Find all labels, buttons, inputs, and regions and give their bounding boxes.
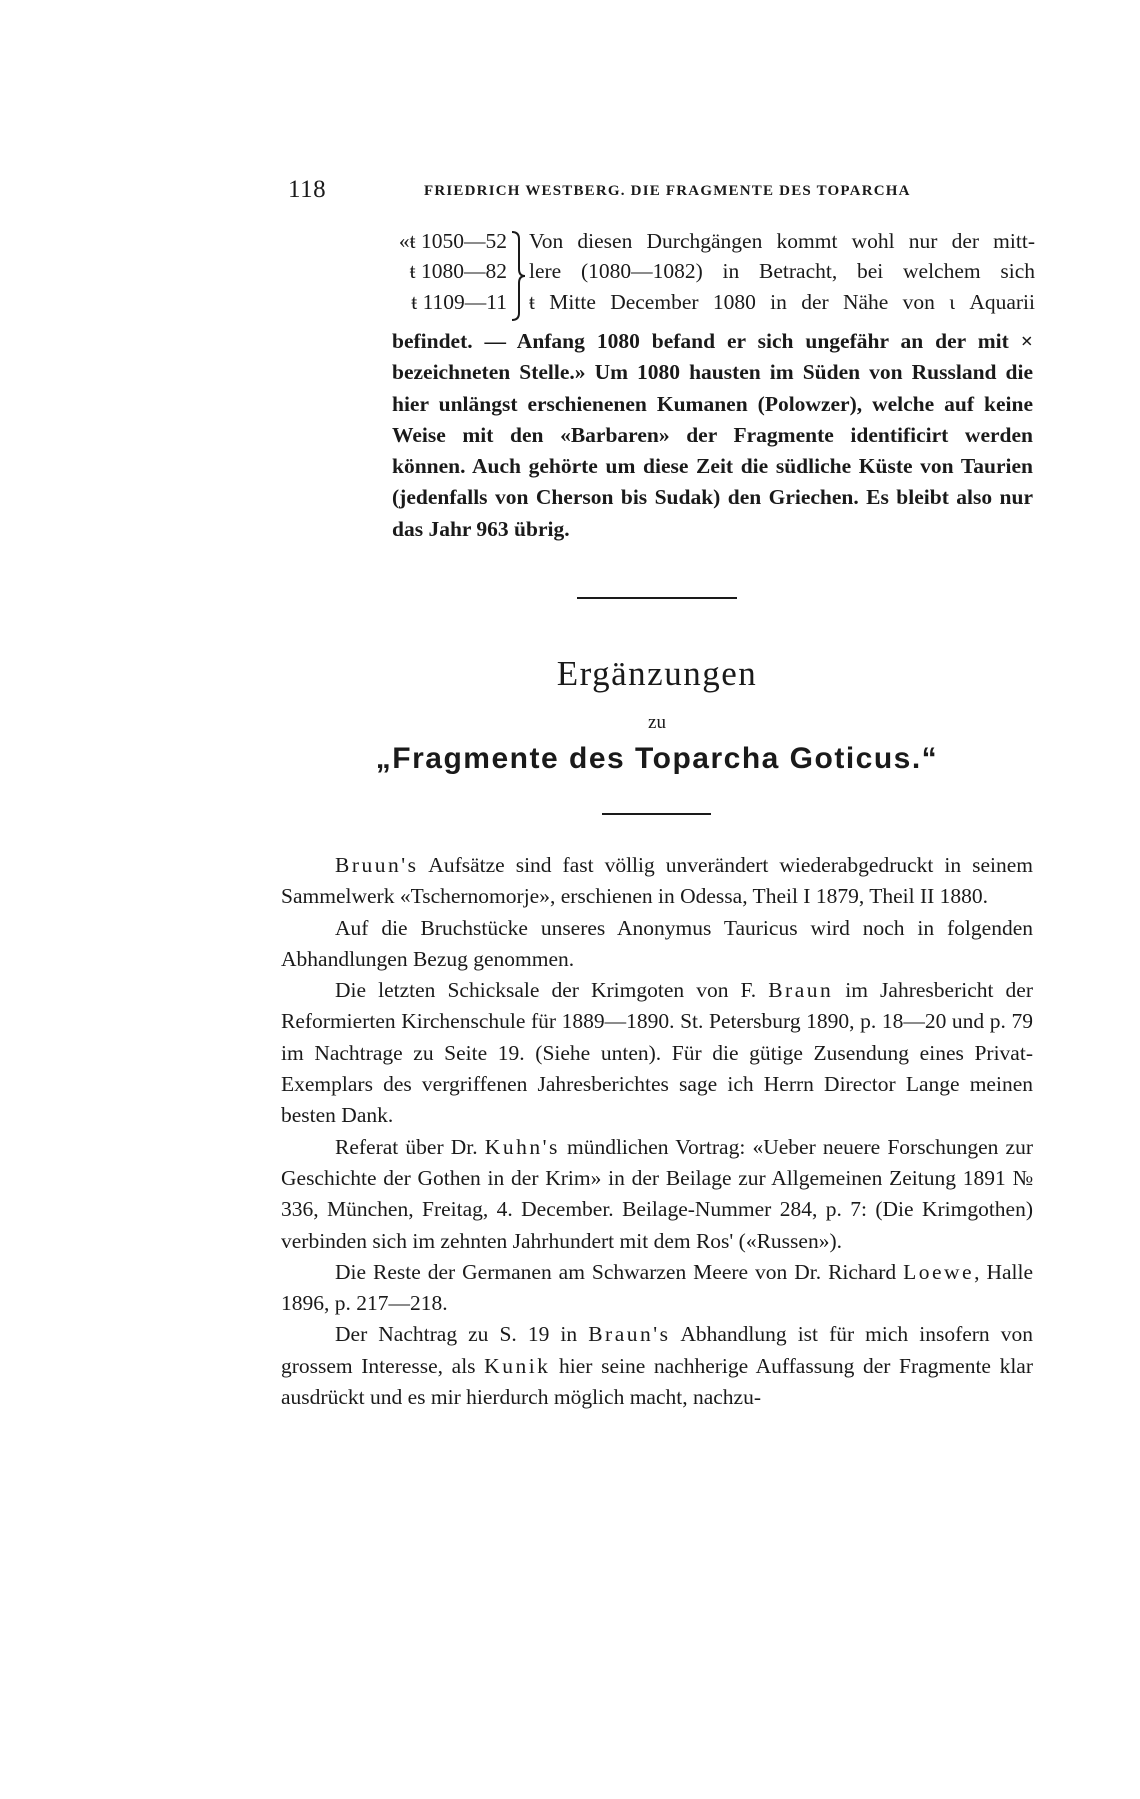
date-entry: ŧ 1080—82 [409,259,507,284]
paragraph: Referat über Dr. Kuhn's mündlichen Vortrag: «Ueber neuere Forschungen zur Geschichte der Gothen in der Krim» in der Beilage zur Allgemeinen Zeitung 1891 № 336, München, Freitag, 4. December. Beilage-Nummer 284, p. 7: (Die Krimgothen) verbinden sich im zehnten Jahrhundert mit dem Ros' («Russen»). [281,1134,1033,1253]
author-name: Kunik [484,1353,551,1378]
section-divider [577,597,737,599]
running-title: FRIEDRICH WESTBERG. DIE FRAGMENTE DES TOPARCHA [424,183,911,199]
paragraph: Die Reste der Germanen am Schwarzen Meere von Dr. Richard Loewe, Halle 1896, p. 217—218. [281,1259,1034,1316]
body-text [281,850,1033,1413]
paragraph: Der Nachtrag zu S. 19 in Braun's Abhandlung ist für mich insofern von grossem Interesse, als Kunik hier seine nachherige Auffassung der Fragmente klar ausdrückt und es mir hierdurch möglich macht, nachzu- [281,1322,1033,1410]
dates-column [345,226,507,317]
author-name: Braun's [588,1322,671,1347]
dates-block [345,226,1035,326]
paragraph: befindet. — Anfang 1080 befand er sich ungefähr an der mit × bezeichneten Stelle.» Um 1080 hausten im Süden von Russland die hier unlängst erschienenen Kumanen (Polowzer), welche auf keine Weise mit den «Barbaren» der Fragmente identificirt werden können. Auch gehörte um diese Zeit die südliche Küste von Taurien (jedenfalls von Cherson bis Sudak) den Griechen. Es bleibt also nur das Jahr 963 übrig. [392,329,1033,541]
author-name: Bruun's [335,853,419,877]
paragraph: Auf die Bruchstücke unseres Anonymus Tauricus wird noch in folgenden Abhandlungen Bezug genommen. [281,915,1033,971]
author-name: Loewe [903,1259,975,1284]
dates-text [529,226,1035,317]
continuation-paragraph [392,326,1033,545]
page-number: 118 [288,176,327,203]
section-subtitle: „Fragmente des Toparcha Goticus.“ [375,742,939,775]
heading-divider [602,813,711,815]
section-connector: zu [648,712,666,733]
curly-brace-icon [510,231,526,321]
author-name: Kuhn's [484,1134,560,1159]
author-name: Braun [768,978,834,1003]
section-title: Ergänzungen [556,654,758,693]
paragraph: Die letzten Schicksale der Krimgoten von F. Braun im Jahresbericht der Reformierten Kirchenschule für 1889—1890. St. Petersburg 1890, p. 18—20 und p. 79 im Nachtrage zu Seite 19. (Siehe unten). Für die gütige Zusendung eines Privat-Exemplars des vergriffenen Jahresberichtes sage ich Herrn Director Lange meinen besten Dank. [281,978,1033,1128]
date-entry: ŧ 1109—11 [411,289,507,314]
dates-text-line: Von diesen Durchgängen kommt wohl nur der mitt- [529,229,1035,253]
date-entry: «ŧ 1050—52 [398,229,507,253]
dates-text-line: lere (1080—1082) in Betracht, bei welchem sich [529,259,1035,284]
paragraph: Bruun's Aufsätze sind fast völlig unverändert wiederabgedruckt in seinem Sammelwerk «Tschernomorje», erschienen in Odessa, Theil I 1879, Theil II 1880. [281,853,1033,909]
running-head [288,176,1040,206]
dates-text-line: ŧ Mitte December 1080 in der Nähe von ι Aquarii [529,289,1035,314]
